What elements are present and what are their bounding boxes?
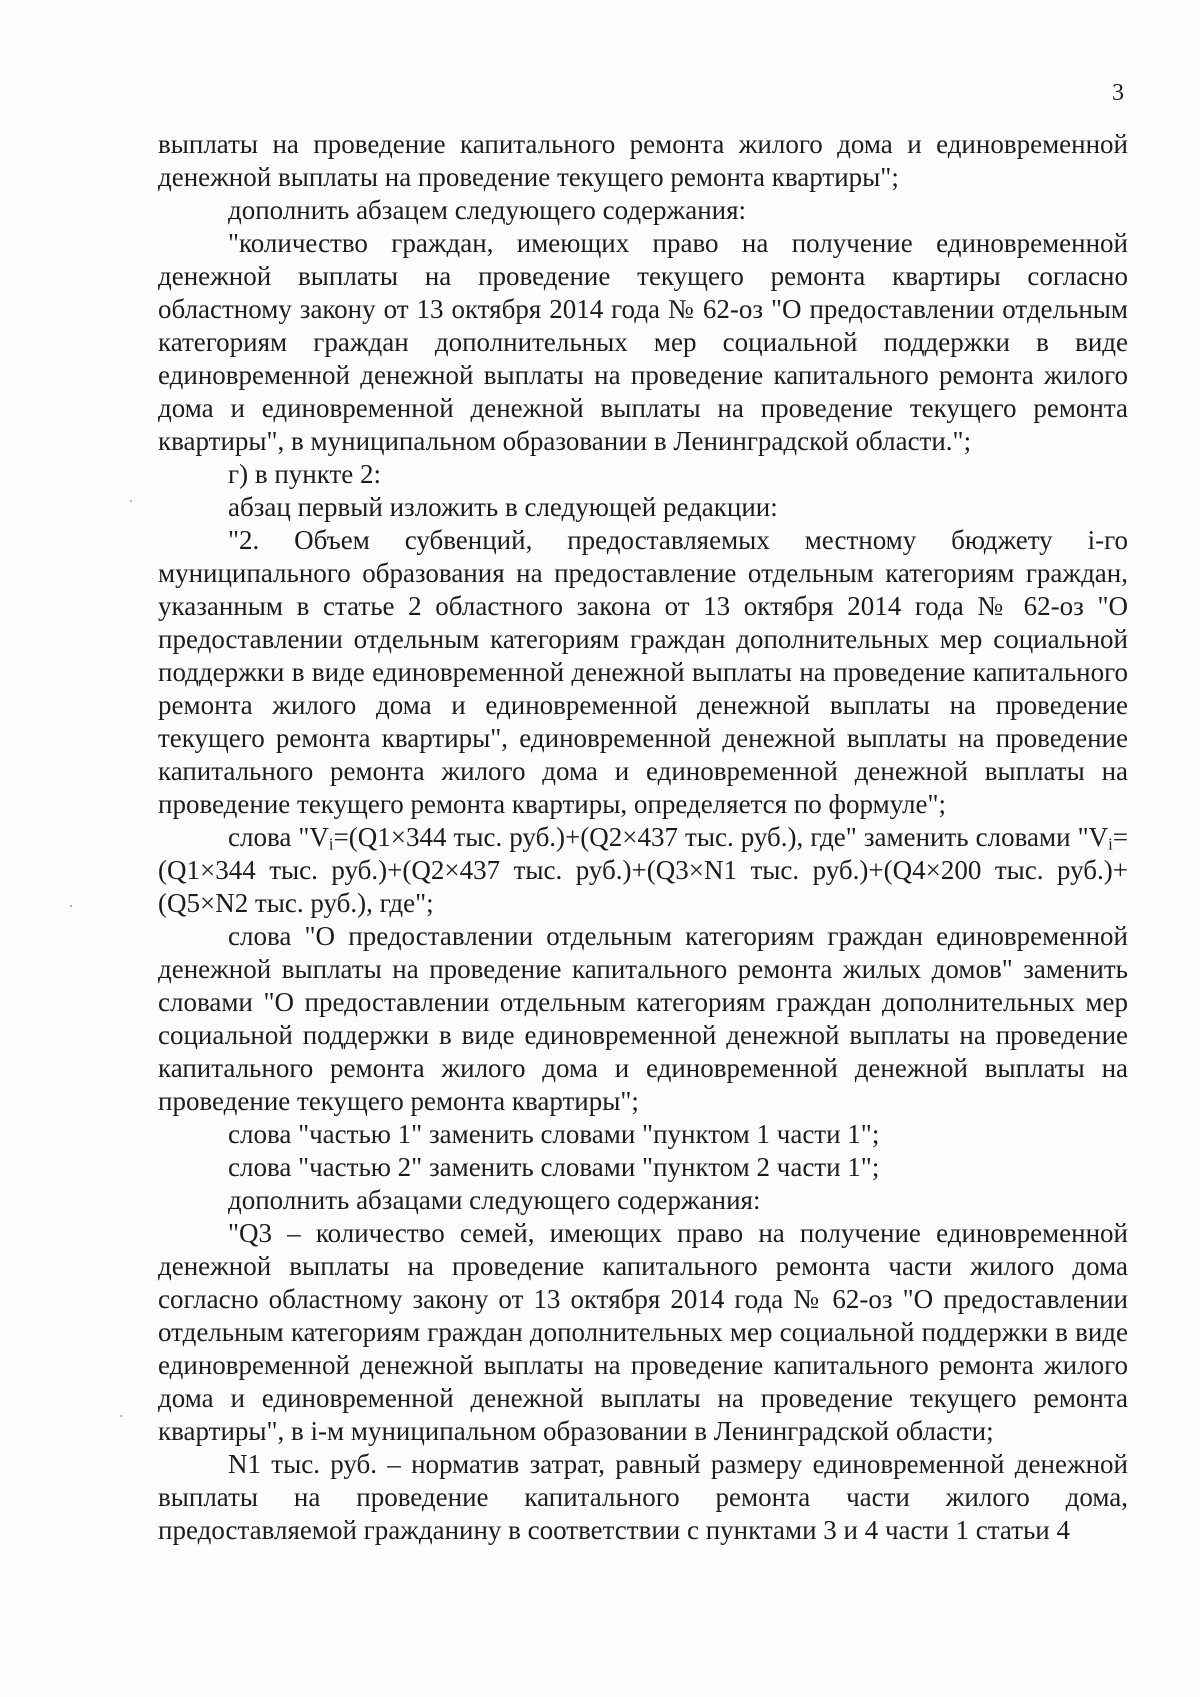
paragraph: N1 тыс. руб. – норматив затрат, равный размеру единовременной денежной выплаты на проведение капитального ремонта части жилого дома, предоставляемой гражданину в соответствии с пунктами 3 и 4 части 1 статьи 4 (158, 1449, 1128, 1545)
paragraph: г) в пункте 2: (228, 459, 382, 489)
scan-speck (130, 500, 132, 502)
paragraph: абзац первый изложить в следующей редакции: (228, 492, 778, 522)
formula-paragraph (158, 821, 1128, 920)
paragraph: дополнить абзацами следующего содержания: (228, 1185, 761, 1215)
paragraph: слова "частью 2" заменить словами "пунктом 2 части 1"; (228, 1152, 880, 1182)
scan-speck (70, 905, 72, 907)
document-body (158, 128, 1128, 1547)
scan-speck (120, 1415, 122, 1417)
paragraph: слова "частью 1" заменить словами "пунктом 1 части 1"; (228, 1119, 880, 1149)
paragraph: "Q3 – количество семей, имеющих право на получение единовременной денежной выплаты на проведение капитального ремонта части жилого дома согласно областному закону от 13 октября 2014 года № 62-оз "О предоставлении отдельным категориям граждан дополнительных мер социальной поддержки в виде единовременной денежной выплаты на проведение капитального ремонта жилого дома и единовременной денежной выплаты на проведение текущего ремонта квартиры", в i-м муниципальном образовании в Ленинградской области; (158, 1218, 1128, 1446)
paragraph: выплаты на проведение капитального ремонта жилого дома и единовременной денежной выплаты на проведение текущего ремонта квартиры"; (158, 129, 1128, 192)
formula-subscript: i (328, 834, 334, 854)
formula-text: слова "V (228, 822, 329, 852)
paragraph: слова "О предоставлении отдельным категориям граждан единовременной денежной выплаты на проведение капитального ремонта жилых домов" заменить словами "О предоставлении отдельным категориям граждан дополнительных мер социальной поддержки в виде единовременной денежной выплаты на проведение капитального ремонта жилого дома и единовременной денежной выплаты на проведение текущего ремонта квартиры"; (158, 921, 1128, 1116)
formula-text: =(Q1×344 тыс. руб.)+(Q2×437 тыс. руб.), где" заменить словами "V (333, 822, 1109, 852)
paragraph: дополнить абзацем следующего содержания: (228, 195, 747, 225)
formula-subscript: i (1108, 834, 1113, 854)
page-number: 3 (1112, 80, 1124, 106)
formula-text: =(Q1×344 тыс. руб.)+(Q2×437 тыс. руб.)+(Q3×N1 тыс. руб.)+(Q4×200 тыс. руб.)+(Q5×N2 тыс. руб.), где"; (158, 822, 1128, 918)
paragraph: "2. Объем субвенций, предоставляемых местному бюджету i-го муниципального образования на предоставление отдельным категориям граждан, указанным в статье 2 областного закона от 13 октября 2014 года № 62-оз "О предоставлении отдельным категориям граждан дополнительных мер социальной поддержки в виде единовременной денежной выплаты на проведение капитального ремонта жилого дома и единовременной денежной выплаты на проведение текущего ремонта квартиры", единовременной денежной выплаты на проведение капитального ремонта жилого дома и единовременной денежной выплаты на проведение текущего ремонта квартиры, определяется по формуле"; (158, 525, 1128, 819)
paragraph: "количество граждан, имеющих право на получение единовременной денежной выплаты на проведение текущего ремонта квартиры согласно областному закону от 13 октября 2014 года № 62-оз "О предоставлении отдельным категориям граждан дополнительных мер социальной поддержки в виде единовременной денежной выплаты на проведение капитального ремонта жилого дома и единовременной денежной выплаты на проведение текущего ремонта квартиры", в муниципальном образовании в Ленинградской области."; (158, 228, 1128, 456)
